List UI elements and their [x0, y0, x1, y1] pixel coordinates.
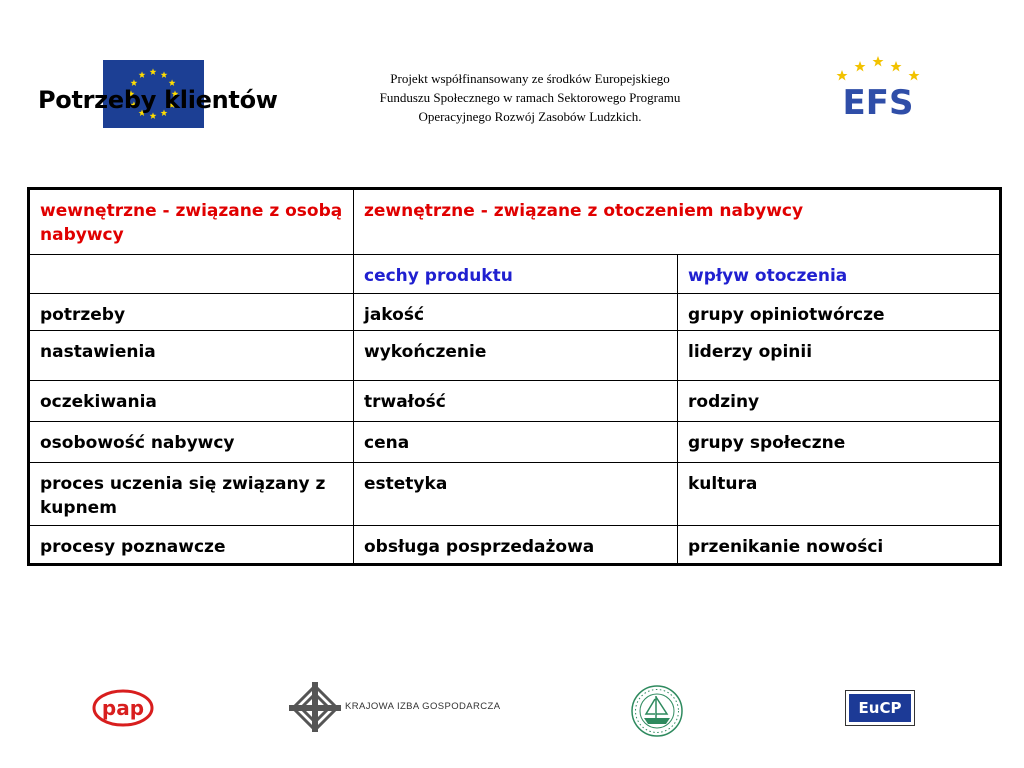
table-row [29, 422, 1001, 463]
pap-logo [92, 688, 154, 728]
table-subheader-row [29, 255, 1001, 294]
project-note-line-1: Projekt współfinansowany ze środków Europejskiego [390, 71, 670, 86]
table-cell: rodziny [678, 381, 1001, 422]
subheader-empty [29, 255, 354, 294]
sgh-seal-logo [630, 684, 684, 738]
header-internal: wewnętrzne - związane z osobą nabywcy [29, 189, 354, 255]
eucp-text: EuCP [849, 694, 911, 722]
kig-emblem-icon [289, 682, 341, 732]
table-row [29, 381, 1001, 422]
subheader-environment-influence: wpływ otoczenia [678, 255, 1001, 294]
table-row [29, 463, 1001, 526]
pap-text: pap [101, 696, 145, 720]
efs-text: EFS [842, 83, 914, 122]
table-row [29, 526, 1001, 565]
eu-star-icon [169, 79, 176, 86]
efs-logo [830, 56, 926, 122]
table-cell: proces uczenia się związany z kupnem [29, 463, 354, 526]
customer-needs-table [27, 187, 1002, 566]
eu-star-icon [131, 79, 138, 86]
table-cell: wykończenie [354, 331, 678, 381]
kig-logo [289, 682, 503, 732]
eu-star-icon [161, 71, 168, 78]
table-cell: nastawienia [29, 331, 354, 381]
table-cell: trwałość [354, 381, 678, 422]
header-external: zewnętrzne - związane z otoczeniem nabywcy [354, 189, 1001, 255]
project-note-line-2: Funduszu Społecznego w ramach Sektorowego Programu [379, 90, 681, 105]
eu-star-icon [139, 71, 146, 78]
table-cell: oczekiwania [29, 381, 354, 422]
eucp-logo [845, 690, 915, 726]
table-cell: kultura [678, 463, 1001, 526]
eu-star-icon [150, 68, 157, 75]
kig-text: KRAJOWA IZBA GOSPODARCZA [345, 701, 501, 712]
table-cell: grupy opiniotwórcze [678, 294, 1001, 331]
table-row [29, 331, 1001, 381]
table-cell: grupy społeczne [678, 422, 1001, 463]
table-header-row [29, 189, 1001, 255]
project-note-line-3: Operacyjnego Rozwój Zasobów Ludzkich. [418, 109, 642, 124]
project-funding-note [330, 69, 730, 126]
page-title: Potrzeby klientów [38, 86, 278, 114]
table-row [29, 294, 1001, 331]
table-cell: obsługa posprzedażowa [354, 526, 678, 565]
table-cell: przenikanie nowości [678, 526, 1001, 565]
table-cell: jakość [354, 294, 678, 331]
table-cell: osobowość nabywcy [29, 422, 354, 463]
subheader-product-features: cechy produktu [354, 255, 678, 294]
table-cell: liderzy opinii [678, 331, 1001, 381]
table-cell: cena [354, 422, 678, 463]
table-cell: estetyka [354, 463, 678, 526]
table-cell: procesy poznawcze [29, 526, 354, 565]
table-cell: potrzeby [29, 294, 354, 331]
